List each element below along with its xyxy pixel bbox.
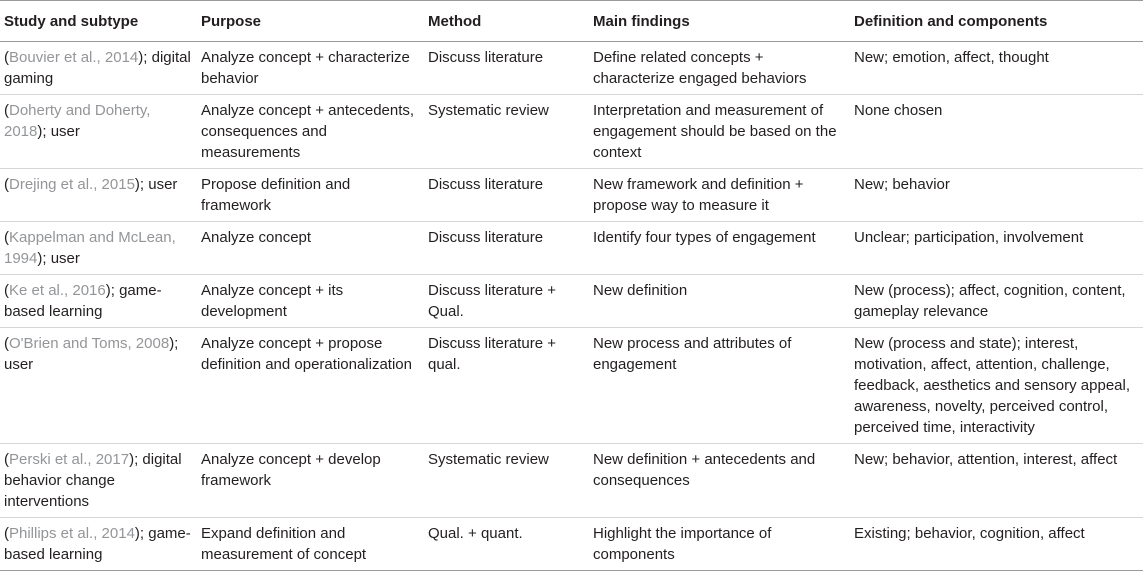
open-paren: ( <box>4 176 9 193</box>
method-cell: Systematic review <box>424 444 589 518</box>
study-cell <box>0 328 197 444</box>
findings-cell: Highlight the importance of components <box>589 518 850 571</box>
open-paren: ( <box>4 229 9 246</box>
method-cell: Discuss literature + qual. <box>424 328 589 444</box>
study-cell <box>0 275 197 328</box>
purpose-cell: Analyze concept + develop framework <box>197 444 424 518</box>
purpose-cell: Analyze concept <box>197 222 424 275</box>
table-body <box>0 42 1143 571</box>
open-paren: ( <box>4 335 9 352</box>
method-cell: Discuss literature <box>424 222 589 275</box>
header-method: Method <box>424 1 589 42</box>
study-subtype: ); game-based learning <box>4 525 191 563</box>
study-subtype: ); user <box>37 250 80 267</box>
definition-cell: Existing; behavior, cognition, affect <box>850 518 1143 571</box>
study-cell <box>0 169 197 222</box>
table-row <box>0 222 1143 275</box>
findings-cell: New definition + antecedents and consequences <box>589 444 850 518</box>
method-cell: Systematic review <box>424 95 589 169</box>
study-cell <box>0 222 197 275</box>
citation-link[interactable]: Bouvier et al., 2014 <box>9 49 139 66</box>
study-subtype: ); user <box>134 176 178 193</box>
findings-cell: Identify four types of engagement <box>589 222 850 275</box>
header-row <box>0 1 1143 42</box>
citation-link[interactable]: O'Brien and Toms, 2008 <box>9 335 170 352</box>
study-subtype: ); game-based learning <box>4 282 162 320</box>
study-cell <box>0 444 197 518</box>
purpose-cell: Analyze concept + antecedents, consequences and measurements <box>197 95 424 169</box>
table-row <box>0 444 1143 518</box>
definition-cell: None chosen <box>850 95 1143 169</box>
table-row <box>0 328 1143 444</box>
citation-link[interactable]: Phillips et al., 2014 <box>9 525 135 542</box>
purpose-cell: Analyze concept + propose definition and operationalization <box>197 328 424 444</box>
findings-cell: New framework and definition + propose way to measure it <box>589 169 850 222</box>
purpose-cell: Analyze concept + characterize behavior <box>197 42 424 95</box>
citation-link[interactable]: Doherty and Doherty, 2018 <box>4 102 151 140</box>
open-paren: ( <box>4 102 9 119</box>
definition-cell: New (process); affect, cognition, content, gameplay relevance <box>850 275 1143 328</box>
study-subtype: ); digital behavior change interventions <box>4 451 182 510</box>
open-paren: ( <box>4 49 9 66</box>
header-definition-and-components: Definition and components <box>850 1 1143 42</box>
method-cell: Discuss literature + Qual. <box>424 275 589 328</box>
table-row <box>0 518 1143 571</box>
table-row <box>0 169 1143 222</box>
study-cell <box>0 518 197 571</box>
citation-link[interactable]: Drejing et al., 2015 <box>9 176 135 193</box>
table-row <box>0 95 1143 169</box>
findings-cell: New definition <box>589 275 850 328</box>
header-purpose: Purpose <box>197 1 424 42</box>
header-study-and-subtype: Study and subtype <box>0 1 197 42</box>
study-subtype: ); user <box>37 123 80 140</box>
definition-cell: New; emotion, affect, thought <box>850 42 1143 95</box>
purpose-cell: Analyze concept + its development <box>197 275 424 328</box>
method-cell: Discuss literature <box>424 169 589 222</box>
table-row <box>0 42 1143 95</box>
study-subtype: ); digital gaming <box>4 49 191 87</box>
purpose-cell: Propose definition and framework <box>197 169 424 222</box>
method-cell: Qual. + quant. <box>424 518 589 571</box>
definition-cell: New; behavior, attention, interest, affect <box>850 444 1143 518</box>
table-row <box>0 275 1143 328</box>
purpose-cell: Expand definition and measurement of concept <box>197 518 424 571</box>
method-cell: Discuss literature <box>424 42 589 95</box>
citation-link[interactable]: Perski et al., 2017 <box>9 451 130 468</box>
open-paren: ( <box>4 282 9 299</box>
open-paren: ( <box>4 525 9 542</box>
study-cell <box>0 42 197 95</box>
citation-link[interactable]: Ke et al., 2016 <box>9 282 106 299</box>
citation-link[interactable]: Kappelman and McLean, 1994 <box>4 229 176 267</box>
findings-cell: Define related concepts + characterize engaged behaviors <box>589 42 850 95</box>
definition-cell: New; behavior <box>850 169 1143 222</box>
findings-cell: New process and attributes of engagement <box>589 328 850 444</box>
table-header <box>0 1 1143 42</box>
findings-cell: Interpretation and measurement of engagement should be based on the context <box>589 95 850 169</box>
definition-cell: New (process and state); interest, motivation, affect, attention, challenge, feedback, aesthetics and sensory appeal, awareness, novelty, perceived control, perceived time, interactivity <box>850 328 1143 444</box>
definition-cell: Unclear; participation, involvement <box>850 222 1143 275</box>
study-cell <box>0 95 197 169</box>
header-main-findings: Main findings <box>589 1 850 42</box>
open-paren: ( <box>4 451 9 468</box>
study-subtype: ); user <box>4 335 179 373</box>
